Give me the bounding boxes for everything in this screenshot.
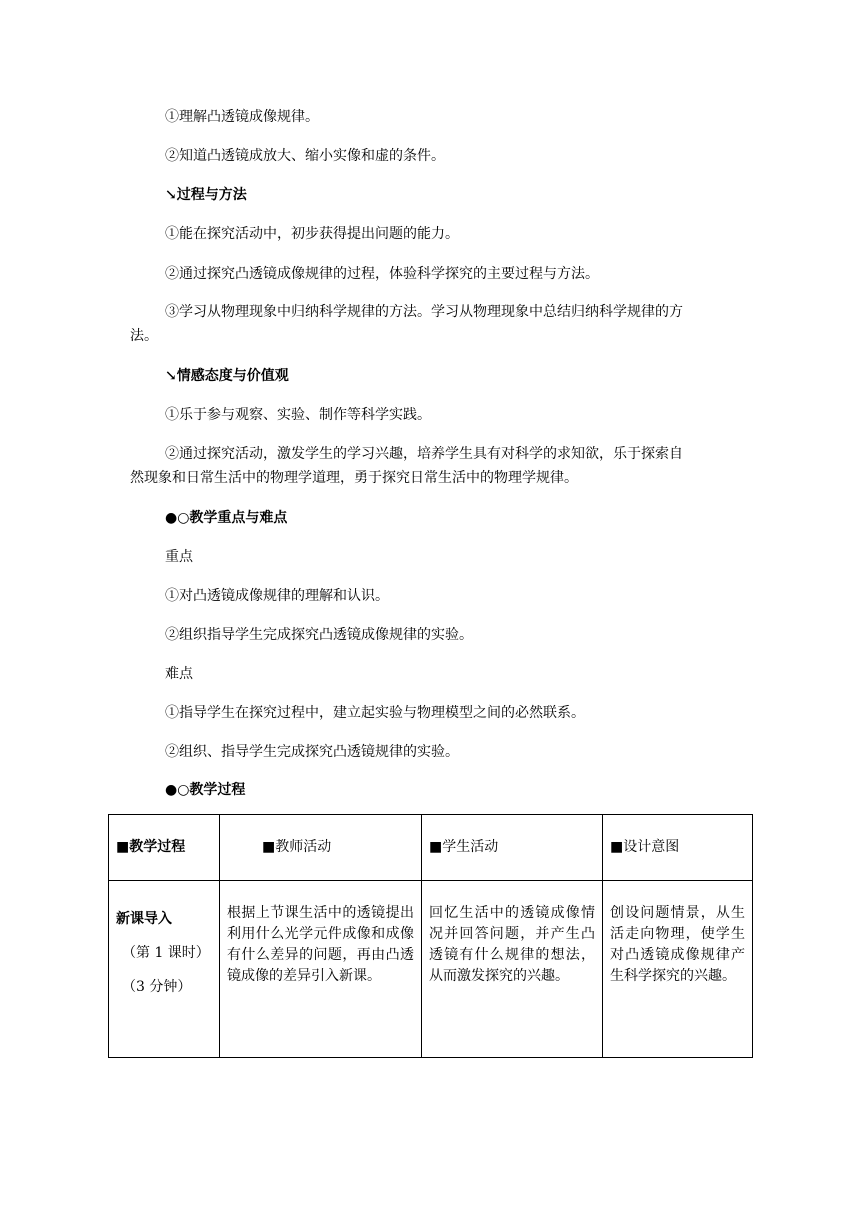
teaching-process-table: [108, 814, 753, 1058]
difficult-1: ①指导学生在探究过程中，建立起实验与物理模型之间的必然联系。: [165, 705, 585, 721]
process-2: ②通过探究凸透镜成像规律的过程，体验科学探究的主要过程与方法。: [165, 266, 599, 282]
header-intent: ■设计意图: [603, 815, 753, 881]
student-activity: 回忆生活中的透镜成像情况并回答问题，并产生凸透镜有什么规律的想法，从而激发探究的兴趣。: [422, 881, 603, 1058]
heading-teaching-process: ●○教学过程: [165, 782, 246, 798]
key-label: 重点: [165, 549, 193, 565]
header-teacher: ■教师活动: [220, 815, 422, 881]
emotion-2-line1: ②通过探究活动，激发学生的学习兴趣，培养学生具有对科学的求知欲，乐于探索自: [165, 446, 683, 462]
heading-emotion-values: ↘情感态度与价值观: [165, 368, 289, 384]
table-row: [109, 881, 753, 1058]
key-2: ②组织指导学生完成探究凸透镜成像规律的实验。: [165, 627, 473, 643]
stage-period: （第 1 课时）: [122, 945, 210, 961]
header-student: ■学生活动: [422, 815, 603, 881]
emotion-1: ①乐于参与观察、实验、制作等科学实践。: [165, 407, 431, 423]
difficult-label: 难点: [165, 666, 193, 682]
key-1: ①对凸透镜成像规律的理解和认识。: [165, 588, 389, 604]
process-3-line2: 法。: [130, 328, 158, 344]
stage-name: 新课导入: [116, 911, 172, 927]
header-stage: ■教学过程: [109, 815, 220, 881]
table-header-row: [109, 815, 753, 881]
process-1: ①能在探究活动中，初步获得提出问题的能力。: [165, 226, 459, 242]
objective-2: ②知道凸透镜成放大、缩小实像和虚的条件。: [165, 148, 445, 164]
stage-cell: [109, 881, 220, 1058]
stage-duration: （3 分钟）: [122, 979, 192, 995]
heading-key-difficult: ●○教学重点与难点: [165, 510, 288, 526]
emotion-2-line2: 然现象和日常生活中的物理学道理，勇于探究日常生活中的物理学规律。: [130, 470, 578, 486]
objective-1: ①理解凸透镜成像规律。: [165, 109, 319, 125]
process-3-line1: ③学习从物理现象中归纳科学规律的方法。学习从物理现象中总结归纳科学规律的方: [165, 304, 683, 320]
teacher-activity: 根据上节课生活中的透镜提出利用什么光学元件成像和成像有什么差异的问题，再由凸透镜成像的差异引入新课。: [220, 881, 422, 1058]
heading-process-methods: ↘过程与方法: [165, 187, 247, 203]
difficult-2: ②组织、指导学生完成探究凸透镜规律的实验。: [165, 744, 459, 760]
design-intent: 创设问题情景，从生活走向物理，使学生对凸透镜成像规律产生科学探究的兴趣。: [603, 881, 753, 1058]
